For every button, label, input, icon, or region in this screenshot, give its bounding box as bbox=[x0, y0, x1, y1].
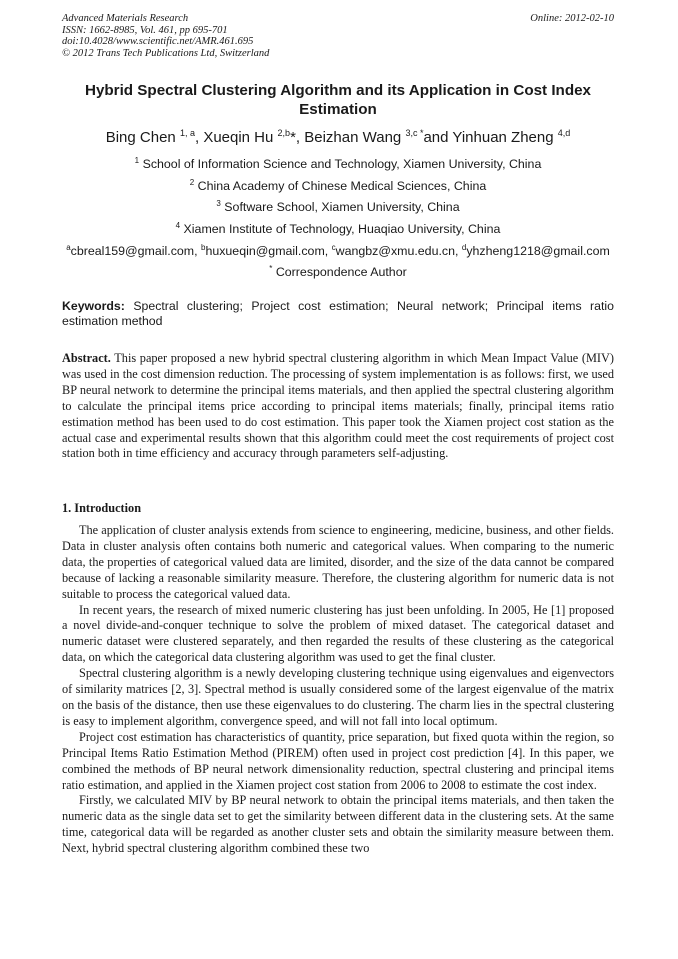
abstract-label: Abstract. bbox=[62, 351, 111, 365]
paragraph: The application of cluster analysis extends from science to engineering, medicine, business, and other fields. Data in cluster analysis often contains both numeric and categorical values. When comparing to the numeric data, the properties of categorical valued data are limited, disorder, and the size of the data cannot be compared because of lacking a reasonable similarity measure. Therefore, the clustering algorithm for numeric data is not suitable to process the categorical valued data. bbox=[62, 523, 614, 601]
affiliation bbox=[62, 179, 614, 194]
correspondence-note bbox=[62, 265, 614, 280]
keywords-text: Spectral clustering; Project cost estimation; Neural network; Principal items ratio estimation method bbox=[62, 299, 614, 329]
affiliation bbox=[62, 200, 614, 215]
paragraph: Firstly, we calculated MIV by BP neural network to obtain the principal items materials, and then taken the numeric data as the single data set to get the similarity between different data in the clustering sets. At the same time, categorical data will be regarded as another cluster sets and obtain the similarity measure between them. Next, hybrid spectral clustering algorithm combined these two bbox=[62, 793, 614, 856]
author-superscript: 3,c * bbox=[405, 128, 424, 138]
section-heading: 1. Introduction bbox=[62, 501, 142, 515]
paragraph: Project cost estimation has characteristics of quantity, price separation, but fixed quota within the region, so Principal Items Ratio Estimation Method (PIREM) often used in project cost prediction [4]. In this paper, we combined the methods of BP neural network dimensionality reduction, spectral clustering and principal items ratio estimation, and applied in the Xiamen project cost station from 2006 to 2008 to estimate the cost index. bbox=[62, 729, 614, 792]
affiliation-number: 4 bbox=[175, 221, 181, 230]
journal-name: Advanced Materials Research bbox=[62, 13, 189, 24]
affiliation-number: 3 bbox=[216, 199, 221, 208]
email-letter: b bbox=[200, 243, 206, 252]
keywords-label: Keywords: bbox=[62, 299, 125, 313]
journal-issn: ISSN: 1662-8985, Vol. 461, pp 695-701 bbox=[62, 24, 228, 36]
email-list bbox=[62, 244, 614, 259]
introduction-body bbox=[62, 523, 614, 857]
affiliation-text: China Academy of Chinese Medical Sciences, China bbox=[197, 179, 487, 193]
online-date: Online: 2012-02-10 bbox=[530, 13, 614, 24]
journal-header bbox=[62, 13, 269, 59]
author-superscript: 4,d bbox=[557, 128, 571, 138]
paragraph: In recent years, the research of mixed numeric clustering has just been unfolding. In 2005, He [1] proposed a novel divide-and-conquer technique to solve the problem of mixed dataset. The categorical dataset and numeric dataset were clustered separately, and then regarded the results of these clustering as the categorical data, on which the categorical data clustering algorithm was used to get the final cluster. bbox=[62, 602, 614, 665]
abstract-text: This paper proposed a new hybrid spectral clustering algorithm in which Mean Impact Value (MIV) was used in the cost dimension reduction. The processing of system implementation is as follows: first, we used BP neural network to determine the principal items materials, and then applied the spectral clustering algorithm to calculate the principal items price according to principal items materials; finally, principal items ratio estimation method has been used to do cost estimation. This paper took the Xiamen project cost station as the actual case and experimental results shown that this algorithm could meet the cost requirements of project cost station both in time efficiency and accuracy through parameters self-adjusting. bbox=[62, 351, 614, 461]
correspondence-mark: * bbox=[269, 264, 273, 273]
author-list bbox=[62, 128, 614, 148]
affiliation bbox=[62, 157, 614, 172]
email-address: huxueqin@gmail.com, bbox=[205, 244, 332, 258]
author-separator: *, bbox=[290, 129, 305, 146]
affiliation-text: Software School, Xiamen University, China bbox=[224, 200, 460, 214]
email-letter: a bbox=[66, 243, 71, 252]
abstract-block bbox=[62, 351, 614, 462]
correspondence-text: Correspondence Author bbox=[275, 265, 407, 279]
author-name: Beizhan Wang bbox=[304, 129, 402, 146]
paragraph: Spectral clustering algorithm is a newly developing clustering technique using eigenvalues and eigenvectors of similarity matrices [2, 3]. Spectral method is usually considered some of the largest eigenvalue of the matrix on the basis of the distance, then use these eigenvalues to do clustering. The charm lies in the spectral clustering is easy to implement algorithm, convergence speed, and will not fall into local optimum. bbox=[62, 666, 614, 728]
author-superscript: 2,b bbox=[277, 128, 291, 138]
author-name: Xueqin Hu bbox=[203, 129, 274, 146]
paper-title: Hybrid Spectral Clustering Algorithm and its Application in Cost Index Estimation bbox=[84, 82, 591, 118]
author-superscript: 1, a bbox=[179, 128, 195, 138]
journal-doi: doi:10.4028/www.scientific.net/AMR.461.695 bbox=[62, 36, 254, 48]
email-letter: c bbox=[331, 243, 336, 252]
email-address: wangbz@xmu.edu.cn, bbox=[335, 244, 462, 258]
author-separator: and bbox=[423, 129, 453, 146]
journal-copyright: © 2012 Trans Tech Publications Ltd, Switzerland bbox=[62, 47, 270, 59]
affiliation-text: Xiamen Institute of Technology, Huaqiao University, China bbox=[183, 222, 501, 236]
keywords-block bbox=[62, 299, 614, 329]
author-name: Yinhuan Zheng bbox=[452, 129, 554, 146]
author-name: Bing Chen bbox=[105, 129, 176, 146]
email-address: yhzheng1218@gmail.com bbox=[466, 244, 610, 258]
affiliation-text: School of Information Science and Technology, Xiamen University, China bbox=[142, 157, 542, 171]
affiliation-number: 1 bbox=[134, 156, 140, 165]
email-address: cbreal159@gmail.com, bbox=[70, 244, 201, 258]
email-letter: d bbox=[461, 243, 467, 252]
affiliation-number: 2 bbox=[189, 178, 195, 187]
affiliation bbox=[62, 222, 614, 237]
author-separator: , bbox=[194, 129, 204, 146]
